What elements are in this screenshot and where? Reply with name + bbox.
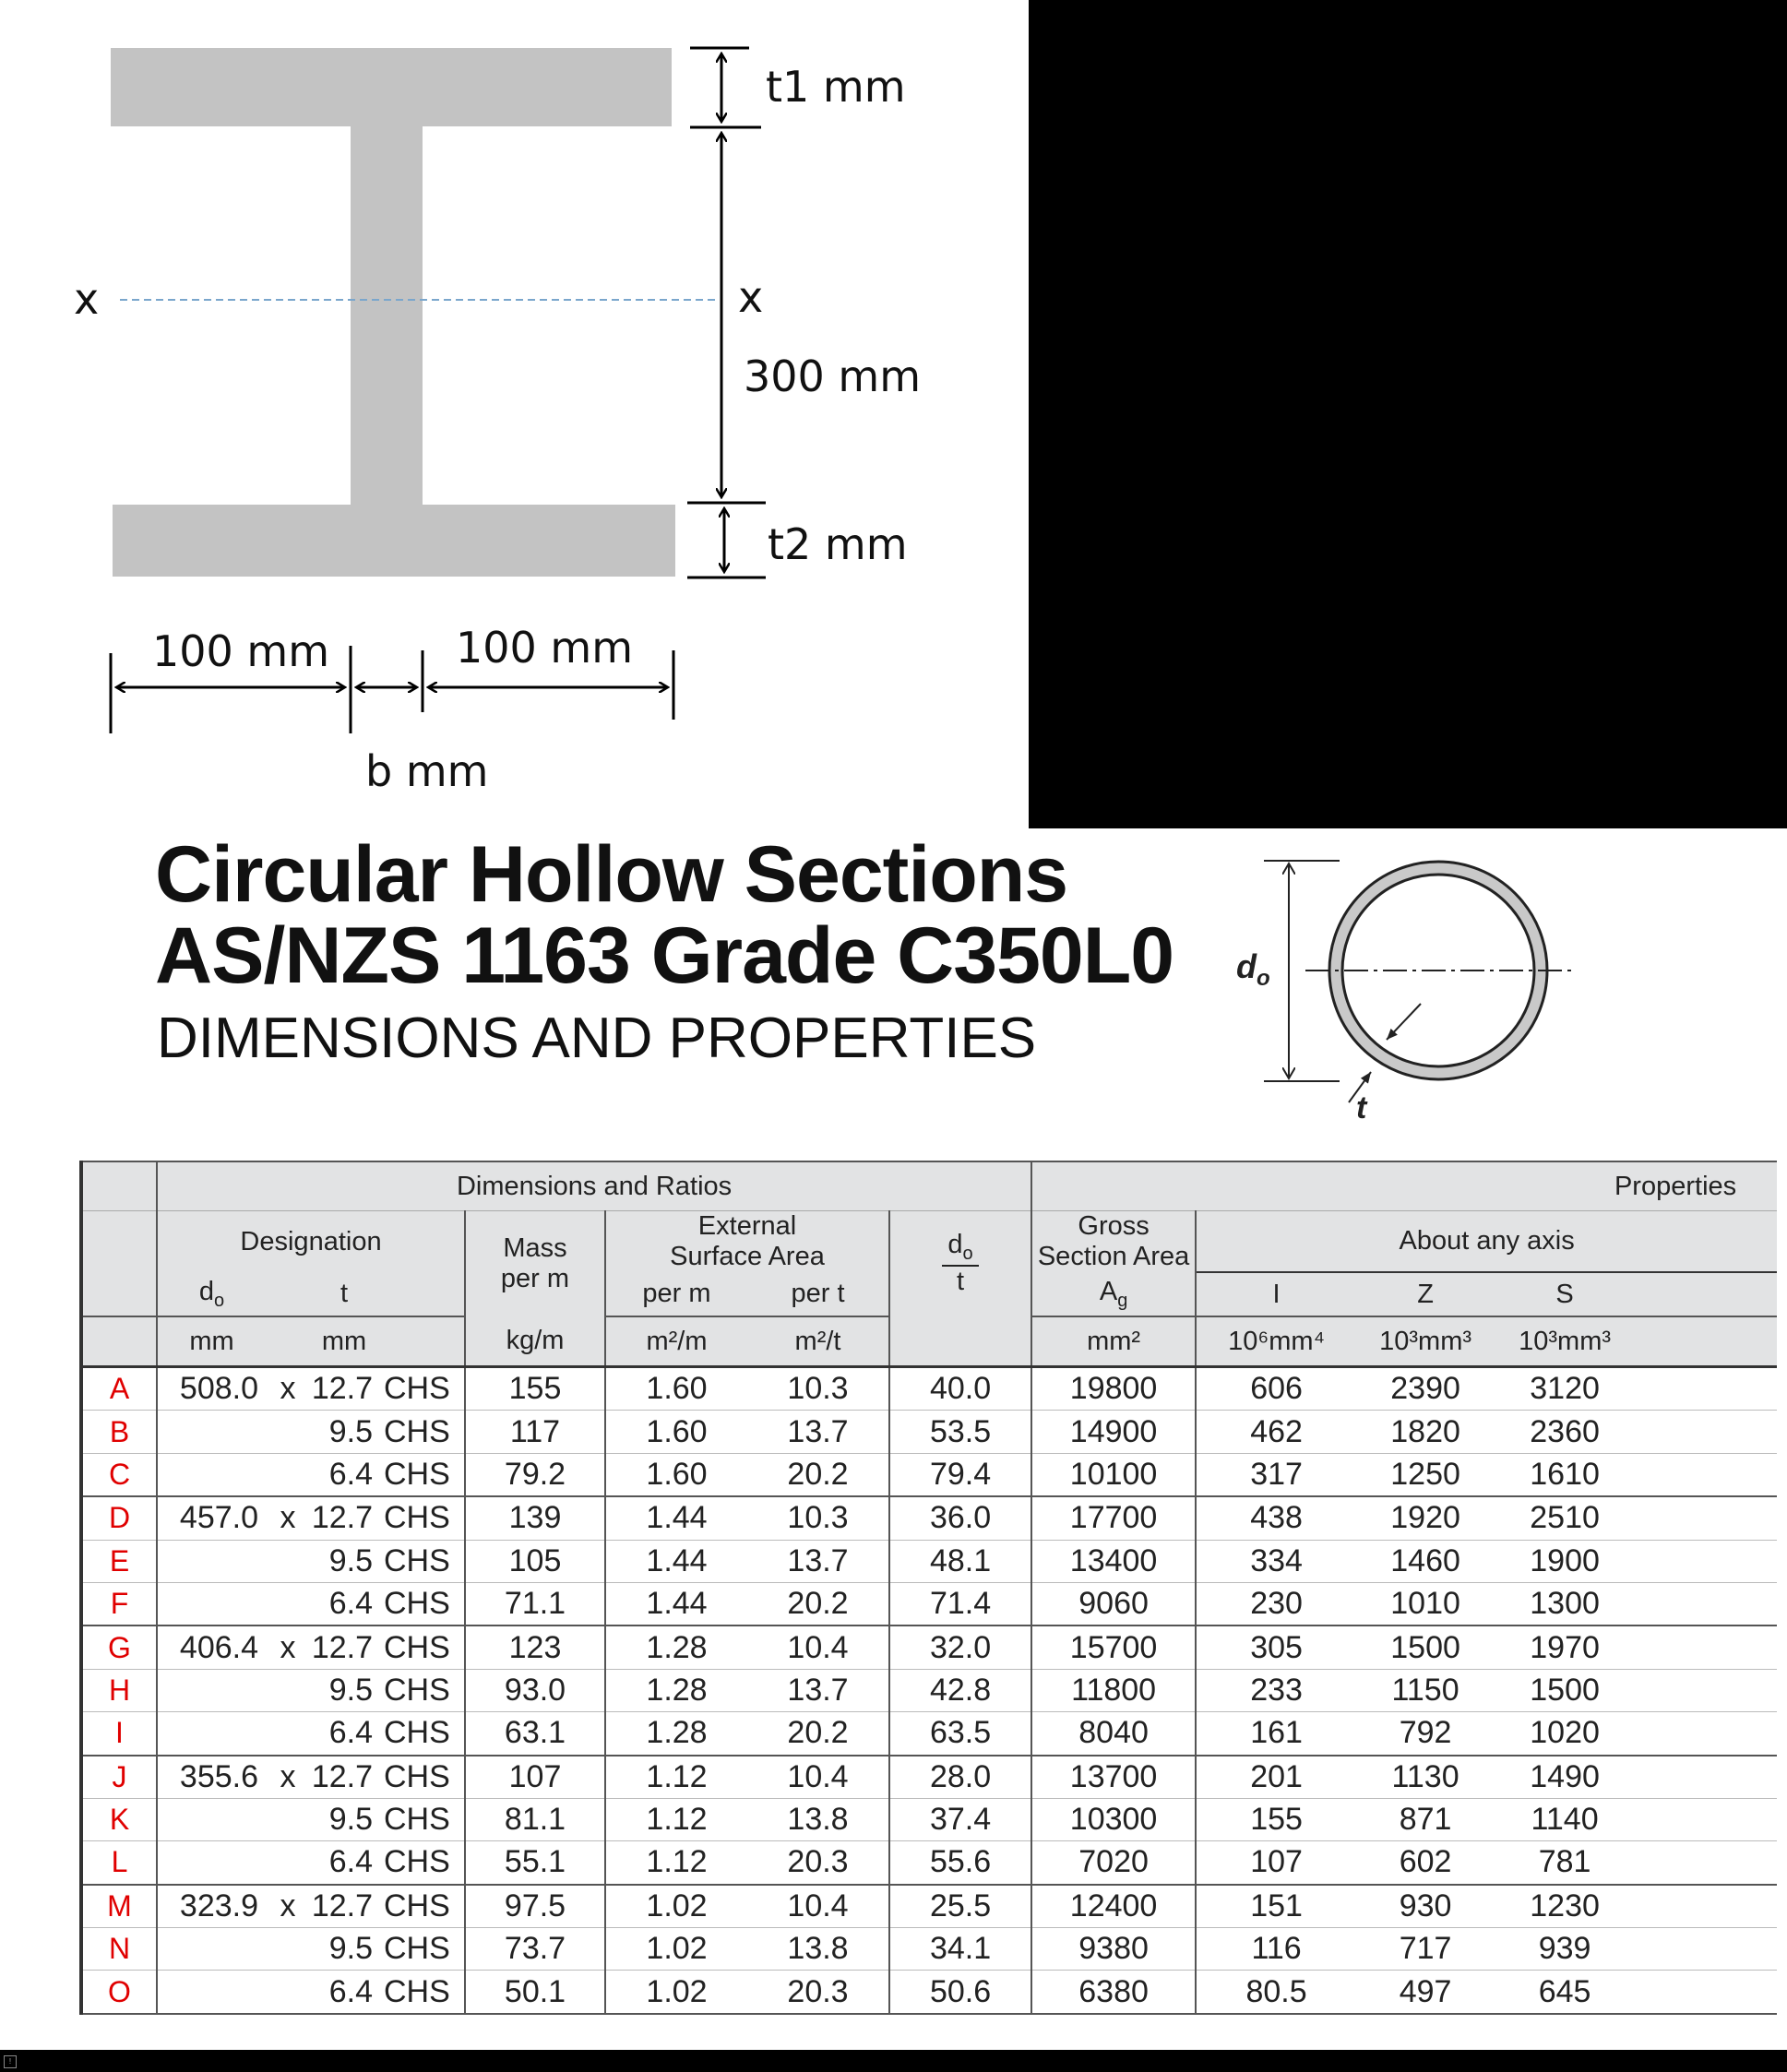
top-flange — [111, 48, 672, 126]
cell-i: 155 — [1196, 1798, 1356, 1840]
cell-ratio: 48.1 — [889, 1540, 1031, 1582]
cell-do: 406.4 — [157, 1625, 266, 1669]
cell-s: 2360 — [1495, 1411, 1635, 1453]
cell-ratio: 71.4 — [889, 1582, 1031, 1625]
cell-x: x — [266, 1625, 310, 1669]
cell-mass: 81.1 — [465, 1798, 605, 1840]
flange-left-label: 100 mm — [152, 626, 330, 676]
cell-letter: H — [81, 1669, 157, 1711]
cell-z: 871 — [1356, 1798, 1495, 1840]
cell-perm: 1.02 — [605, 1971, 747, 2014]
cell-perm: 1.44 — [605, 1496, 747, 1540]
cell-z: 1460 — [1356, 1540, 1495, 1582]
cell-pert: 20.3 — [747, 1971, 889, 2014]
cell-i: 438 — [1196, 1496, 1356, 1540]
cell-x: x — [266, 1885, 310, 1928]
cell-s: 1970 — [1495, 1625, 1635, 1669]
i-subheader: I — [1196, 1272, 1356, 1316]
cell-s: 3120 — [1495, 1367, 1635, 1411]
table-row — [81, 1625, 1777, 1669]
t-label: t — [1356, 1090, 1367, 1125]
table-row — [81, 1971, 1777, 2014]
cell-ratio: 40.0 — [889, 1367, 1031, 1411]
cell-s: 1500 — [1495, 1669, 1635, 1711]
cell-t: 6.4 — [310, 1453, 378, 1496]
cell-ratio: 42.8 — [889, 1669, 1031, 1711]
cell-type: CHS — [378, 1540, 465, 1582]
cell-z: 1500 — [1356, 1625, 1495, 1669]
cell-pert: 20.2 — [747, 1712, 889, 1756]
per-t-subheader: per t — [747, 1272, 889, 1316]
cell-type: CHS — [378, 1971, 465, 2014]
cell-ag: 9060 — [1031, 1582, 1196, 1625]
cell-type: CHS — [378, 1669, 465, 1711]
cell-i: 233 — [1196, 1669, 1356, 1711]
cell-pert: 10.3 — [747, 1496, 889, 1540]
cell-type: CHS — [378, 1496, 465, 1540]
group-props-header: Properties — [1031, 1161, 1777, 1211]
cell-t: 12.7 — [310, 1496, 378, 1540]
cell-s: 645 — [1495, 1971, 1635, 2014]
cell-i: 334 — [1196, 1540, 1356, 1582]
cell-x — [266, 1582, 310, 1625]
cell-t: 12.7 — [310, 1756, 378, 1799]
cell-perm: 1.60 — [605, 1453, 747, 1496]
cell-perm: 1.12 — [605, 1841, 747, 1885]
cell-z: 602 — [1356, 1841, 1495, 1885]
cell-perm: 1.02 — [605, 1885, 747, 1928]
cell-i: 317 — [1196, 1453, 1356, 1496]
table-row — [81, 1582, 1777, 1625]
table-row — [81, 1756, 1777, 1799]
cell-ag: 10300 — [1031, 1798, 1196, 1840]
do-label: $d_o$ — [1236, 947, 1270, 991]
cell-letter: K — [81, 1798, 157, 1840]
unit-s: 10³mm³ — [1495, 1316, 1635, 1367]
cell-type: CHS — [378, 1928, 465, 1971]
cell-do — [157, 1928, 266, 1971]
cell-ratio: 79.4 — [889, 1453, 1031, 1496]
cell-ratio: 36.0 — [889, 1496, 1031, 1540]
table-row — [81, 1798, 1777, 1840]
cell-s: 1610 — [1495, 1453, 1635, 1496]
t1-label: t1 mm — [766, 62, 906, 112]
table-row — [81, 1928, 1777, 1971]
z-subheader: Z — [1356, 1272, 1495, 1316]
cell-type: CHS — [378, 1798, 465, 1840]
cell-letter: N — [81, 1928, 157, 1971]
cell-x — [266, 1540, 310, 1582]
t-subheader: t — [310, 1272, 378, 1316]
cell-type: CHS — [378, 1712, 465, 1756]
cell-mass: 79.2 — [465, 1453, 605, 1496]
cell-perm: 1.12 — [605, 1756, 747, 1799]
cell-letter: O — [81, 1971, 157, 2014]
table-row — [81, 1496, 1777, 1540]
cell-pert: 20.2 — [747, 1582, 889, 1625]
cell-do: 457.0 — [157, 1496, 266, 1540]
cell-do — [157, 1453, 266, 1496]
cell-do — [157, 1798, 266, 1840]
cell-type: CHS — [378, 1411, 465, 1453]
web-label: b mm — [365, 746, 489, 796]
cell-ratio: 50.6 — [889, 1971, 1031, 2014]
cell-z: 930 — [1356, 1885, 1495, 1928]
cell-perm: 1.44 — [605, 1582, 747, 1625]
cell-ag: 9380 — [1031, 1928, 1196, 1971]
cell-mass: 139 — [465, 1496, 605, 1540]
cell-x — [266, 1453, 310, 1496]
cell-t: 9.5 — [310, 1540, 378, 1582]
cell-type: CHS — [378, 1841, 465, 1885]
table-row — [81, 1367, 1777, 1411]
cell-z: 1820 — [1356, 1411, 1495, 1453]
gross-area-header: Gross Section Area — [1031, 1211, 1196, 1273]
cell-perm: 1.60 — [605, 1367, 747, 1411]
cell-ratio: 53.5 — [889, 1411, 1031, 1453]
cell-z: 1010 — [1356, 1582, 1495, 1625]
cell-letter: J — [81, 1756, 157, 1799]
cell-s: 1230 — [1495, 1885, 1635, 1928]
cell-ag: 6380 — [1031, 1971, 1196, 2014]
cell-letter: G — [81, 1625, 157, 1669]
table-row — [81, 1411, 1777, 1453]
cell-letter: L — [81, 1841, 157, 1885]
height-label: 300 mm — [744, 351, 922, 401]
cell-ratio: 37.4 — [889, 1798, 1031, 1840]
table-row — [81, 1669, 1777, 1711]
cell-ratio: 63.5 — [889, 1712, 1031, 1756]
cell-ag: 13400 — [1031, 1540, 1196, 1582]
unit-t: mm — [310, 1316, 378, 1367]
designation-header: Designation — [157, 1211, 465, 1273]
cell-z: 497 — [1356, 1971, 1495, 2014]
cell-t: 6.4 — [310, 1712, 378, 1756]
table-row — [81, 1885, 1777, 1928]
ibeam-diagram — [0, 0, 1029, 828]
cell-x — [266, 1798, 310, 1840]
table-row — [81, 1712, 1777, 1756]
cell-t: 9.5 — [310, 1411, 378, 1453]
cell-perm: 1.60 — [605, 1411, 747, 1453]
cell-i: 80.5 — [1196, 1971, 1356, 2014]
cell-i: 305 — [1196, 1625, 1356, 1669]
cell-ratio: 55.6 — [889, 1841, 1031, 1885]
cell-pert: 13.8 — [747, 1928, 889, 1971]
cell-mass: 155 — [465, 1367, 605, 1411]
cell-pert: 13.7 — [747, 1669, 889, 1711]
cell-ag: 17700 — [1031, 1496, 1196, 1540]
x-axis-label-left: x — [74, 274, 100, 324]
cell-pert: 10.4 — [747, 1885, 889, 1928]
cell-pert: 13.8 — [747, 1798, 889, 1840]
cell-do: 355.6 — [157, 1756, 266, 1799]
cell-ag: 11800 — [1031, 1669, 1196, 1711]
mass-header: Mass per m — [465, 1211, 605, 1317]
cell-letter: F — [81, 1582, 157, 1625]
cell-do — [157, 1669, 266, 1711]
cell-type: CHS — [378, 1885, 465, 1928]
table-row — [81, 1841, 1777, 1885]
bottom-bar — [0, 2050, 1787, 2072]
cell-mass: 71.1 — [465, 1582, 605, 1625]
cell-x — [266, 1712, 310, 1756]
cell-type: CHS — [378, 1367, 465, 1411]
cell-letter: B — [81, 1411, 157, 1453]
cell-letter: A — [81, 1367, 157, 1411]
cell-ag: 19800 — [1031, 1367, 1196, 1411]
cell-s: 1900 — [1495, 1540, 1635, 1582]
cell-ag: 13700 — [1031, 1756, 1196, 1799]
cell-i: 230 — [1196, 1582, 1356, 1625]
cell-ag: 15700 — [1031, 1625, 1196, 1669]
cell-z: 1250 — [1356, 1453, 1495, 1496]
cell-x — [266, 1411, 310, 1453]
cell-pert: 20.3 — [747, 1841, 889, 1885]
cell-t: 6.4 — [310, 1582, 378, 1625]
cell-mass: 107 — [465, 1756, 605, 1799]
ext-surface-header: External Surface Area — [605, 1211, 889, 1273]
t2-label: t2 mm — [768, 519, 908, 569]
cell-do — [157, 1841, 266, 1885]
cell-t: 9.5 — [310, 1669, 378, 1711]
cell-perm: 1.28 — [605, 1712, 747, 1756]
table-row — [81, 1453, 1777, 1496]
cell-t: 12.7 — [310, 1367, 378, 1411]
cell-do — [157, 1540, 266, 1582]
cell-z: 1920 — [1356, 1496, 1495, 1540]
cell-s: 781 — [1495, 1841, 1635, 1885]
cell-mass: 97.5 — [465, 1885, 605, 1928]
cell-t: 6.4 — [310, 1971, 378, 2014]
cell-t: 9.5 — [310, 1798, 378, 1840]
cell-perm: 1.12 — [605, 1798, 747, 1840]
cell-letter: E — [81, 1540, 157, 1582]
cell-x — [266, 1669, 310, 1711]
cell-x: x — [266, 1367, 310, 1411]
x-axis-label-right: x — [738, 272, 764, 322]
cell-letter: M — [81, 1885, 157, 1928]
cell-s: 1300 — [1495, 1582, 1635, 1625]
cell-type: CHS — [378, 1582, 465, 1625]
cell-do — [157, 1712, 266, 1756]
cell-ag: 14900 — [1031, 1411, 1196, 1453]
cell-i: 151 — [1196, 1885, 1356, 1928]
title-line2: AS/NZS 1163 Grade C350L0 — [155, 911, 1174, 1000]
cell-z: 1130 — [1356, 1756, 1495, 1799]
cell-z: 717 — [1356, 1928, 1495, 1971]
cell-do — [157, 1582, 266, 1625]
cell-do — [157, 1971, 266, 2014]
cell-mass: 123 — [465, 1625, 605, 1669]
cell-x: x — [266, 1496, 310, 1540]
web — [351, 126, 423, 505]
cell-t: 6.4 — [310, 1841, 378, 1885]
status-icon: ! — [4, 2055, 17, 2068]
cell-i: 107 — [1196, 1841, 1356, 1885]
cell-ag: 8040 — [1031, 1712, 1196, 1756]
cell-z: 2390 — [1356, 1367, 1495, 1411]
black-region — [1029, 0, 1787, 828]
unit-i: 10⁶mm⁴ — [1196, 1316, 1356, 1367]
cell-z: 1150 — [1356, 1669, 1495, 1711]
chs-properties-table — [79, 1161, 1777, 2015]
cell-pert: 10.4 — [747, 1625, 889, 1669]
cell-type: CHS — [378, 1756, 465, 1799]
cell-s: 1020 — [1495, 1712, 1635, 1756]
cell-mass: 63.1 — [465, 1712, 605, 1756]
cell-ratio: 34.1 — [889, 1928, 1031, 1971]
cell-s: 1490 — [1495, 1756, 1635, 1799]
cell-do — [157, 1411, 266, 1453]
cell-type: CHS — [378, 1625, 465, 1669]
chs-diagram — [1218, 849, 1587, 1135]
cell-x — [266, 1841, 310, 1885]
cell-x — [266, 1928, 310, 1971]
cell-mass: 93.0 — [465, 1669, 605, 1711]
flange-right-label: 100 mm — [456, 623, 634, 673]
ratio-header: $\frac{d_o}{t}$ — [889, 1211, 1031, 1317]
cell-letter: D — [81, 1496, 157, 1540]
cell-perm: 1.28 — [605, 1625, 747, 1669]
table-row — [81, 1540, 1777, 1582]
cell-mass: 105 — [465, 1540, 605, 1582]
cell-i: 116 — [1196, 1928, 1356, 1971]
cell-ratio: 25.5 — [889, 1885, 1031, 1928]
cell-ratio: 28.0 — [889, 1756, 1031, 1799]
cell-letter: C — [81, 1453, 157, 1496]
cell-do: 323.9 — [157, 1885, 266, 1928]
cell-s: 1140 — [1495, 1798, 1635, 1840]
cell-ag: 10100 — [1031, 1453, 1196, 1496]
unit-mass: kg/m — [465, 1316, 605, 1367]
title-line1: Circular Hollow Sections — [155, 830, 1068, 919]
cell-pert: 20.2 — [747, 1453, 889, 1496]
s-subheader: S — [1495, 1272, 1635, 1316]
cell-perm: 1.02 — [605, 1928, 747, 1971]
group-dims-header: Dimensions and Ratios — [157, 1161, 1031, 1211]
cell-x: x — [266, 1756, 310, 1799]
unit-do: mm — [157, 1316, 266, 1367]
unit-pert: m²/t — [747, 1316, 889, 1367]
cell-ag: 7020 — [1031, 1841, 1196, 1885]
cell-mass: 50.1 — [465, 1971, 605, 2014]
unit-perm: m²/m — [605, 1316, 747, 1367]
cell-s: 939 — [1495, 1928, 1635, 1971]
cell-letter: I — [81, 1712, 157, 1756]
cell-ag: 12400 — [1031, 1885, 1196, 1928]
subtitle: DIMENSIONS AND PROPERTIES — [157, 1006, 1037, 1070]
cell-t: 9.5 — [310, 1928, 378, 1971]
cell-perm: 1.44 — [605, 1540, 747, 1582]
cell-x — [266, 1971, 310, 2014]
cell-t: 12.7 — [310, 1885, 378, 1928]
cell-i: 161 — [1196, 1712, 1356, 1756]
cell-ratio: 32.0 — [889, 1625, 1031, 1669]
about-axis-header: About any axis — [1196, 1211, 1777, 1273]
cell-i: 606 — [1196, 1367, 1356, 1411]
cell-pert: 13.7 — [747, 1411, 889, 1453]
cell-pert: 10.4 — [747, 1756, 889, 1799]
cell-perm: 1.28 — [605, 1669, 747, 1711]
cell-i: 201 — [1196, 1756, 1356, 1799]
cell-t: 12.7 — [310, 1625, 378, 1669]
cell-mass: 73.7 — [465, 1928, 605, 1971]
cell-mass: 117 — [465, 1411, 605, 1453]
unit-z: 10³mm³ — [1356, 1316, 1495, 1367]
per-m-subheader: per m — [605, 1272, 747, 1316]
cell-type: CHS — [378, 1453, 465, 1496]
cell-z: 792 — [1356, 1712, 1495, 1756]
cell-pert: 10.3 — [747, 1367, 889, 1411]
cell-pert: 13.7 — [747, 1540, 889, 1582]
cell-s: 2510 — [1495, 1496, 1635, 1540]
cell-i: 462 — [1196, 1411, 1356, 1453]
ag-subheader: $A_g$ — [1031, 1272, 1196, 1316]
cell-do: 508.0 — [157, 1367, 266, 1411]
unit-ag: mm² — [1031, 1316, 1196, 1367]
bottom-flange — [113, 505, 675, 577]
do-subheader: $d_o$ — [157, 1272, 266, 1316]
cell-mass: 55.1 — [465, 1841, 605, 1885]
